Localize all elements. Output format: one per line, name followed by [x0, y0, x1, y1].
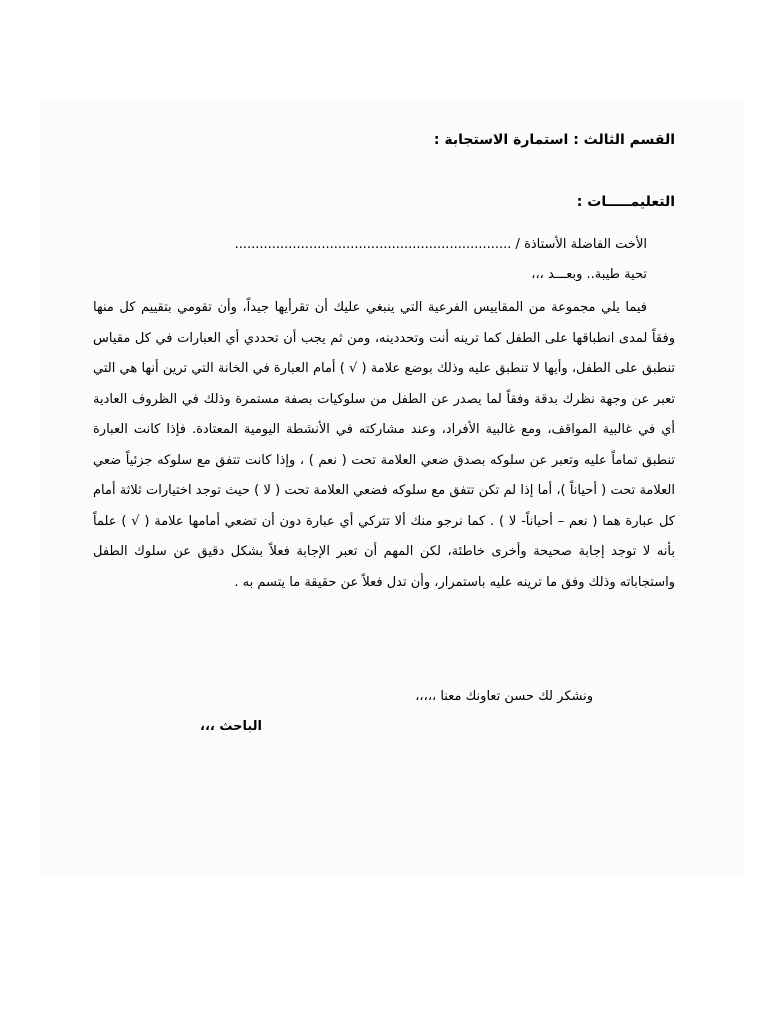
section-heading: القسم الثالث : استمارة الاستجابة :	[433, 132, 675, 148]
instructions-paragraph	[93, 293, 675, 598]
addressee-line: الأخت الفاضلة الأستاذة / ...................................................................	[234, 237, 647, 252]
thanks-line: ونشكر لك حسن تعاونك معنا ،،،،،	[415, 689, 593, 704]
instructions-paragraph-text: فيما يلي مجموعة من المقاييس الفرعية التي ينبغي عليك أن تقرأيها جيداً، وأن تقومي بتقييم كل منها وفقاً لمدى انطباقها على الطفل كما ترينه أنت وتحددينه، ومن ثم يجب أن تحددي أي العبارات في كل مقياس تنطبق على الطفل، وأيها لا تنطبق عليه وذلك بوضع علامة ( √ ) أمام العبارة في الخانة التي ترين أنها هي التي تعبر عن وجهة نظرك بدقة وفقاً لما يصدر عن الطفل من سلوكيات بصفة مستمرة وذلك في الظروف العادية أي في غالبية المواقف، ومع غالبية الأفراد، وعند مشاركته في الأنشطة اليومية المعتادة. فإذا كانت العبارة تنطبق تماماً عليه وتعبر عن سلوكه بصدق ضعي العلامة تحت ( نعم ) ، وإذا كانت تتفق مع سلوكه جزئياً ضعي العلامة تحت ( أحياناً )، أما إذا لم تكن تتفق مع سلوكه فضعي العلامة تحت ( لا ) حيث توجد اختيارات ثلاثة أمام كل عبارة هما ( نعم – أحياناً- لا ) . كما نرجو منك ألا تتركي أي عبارة دون أن تضعي أمامها علامة ( √ ) علماً بأنه لا توجد إجابة صحيحة وأخرى خاطئة، لكن المهم أن تعبر الإجابة فعلاً بشكل دقيق عن سلوك الطفل واستجاباته وذلك وفق ما ترينه عليه باستمرار، وأن تدل فعلاً عن حقيقة ما يتسم به .	[93, 300, 675, 590]
greeting-line: تحية طيبة.. وبعـــد ،،،	[531, 267, 647, 282]
researcher-signature: الباحث ،،،	[200, 719, 262, 734]
instructions-label: التعليمـــــات :	[576, 194, 675, 210]
